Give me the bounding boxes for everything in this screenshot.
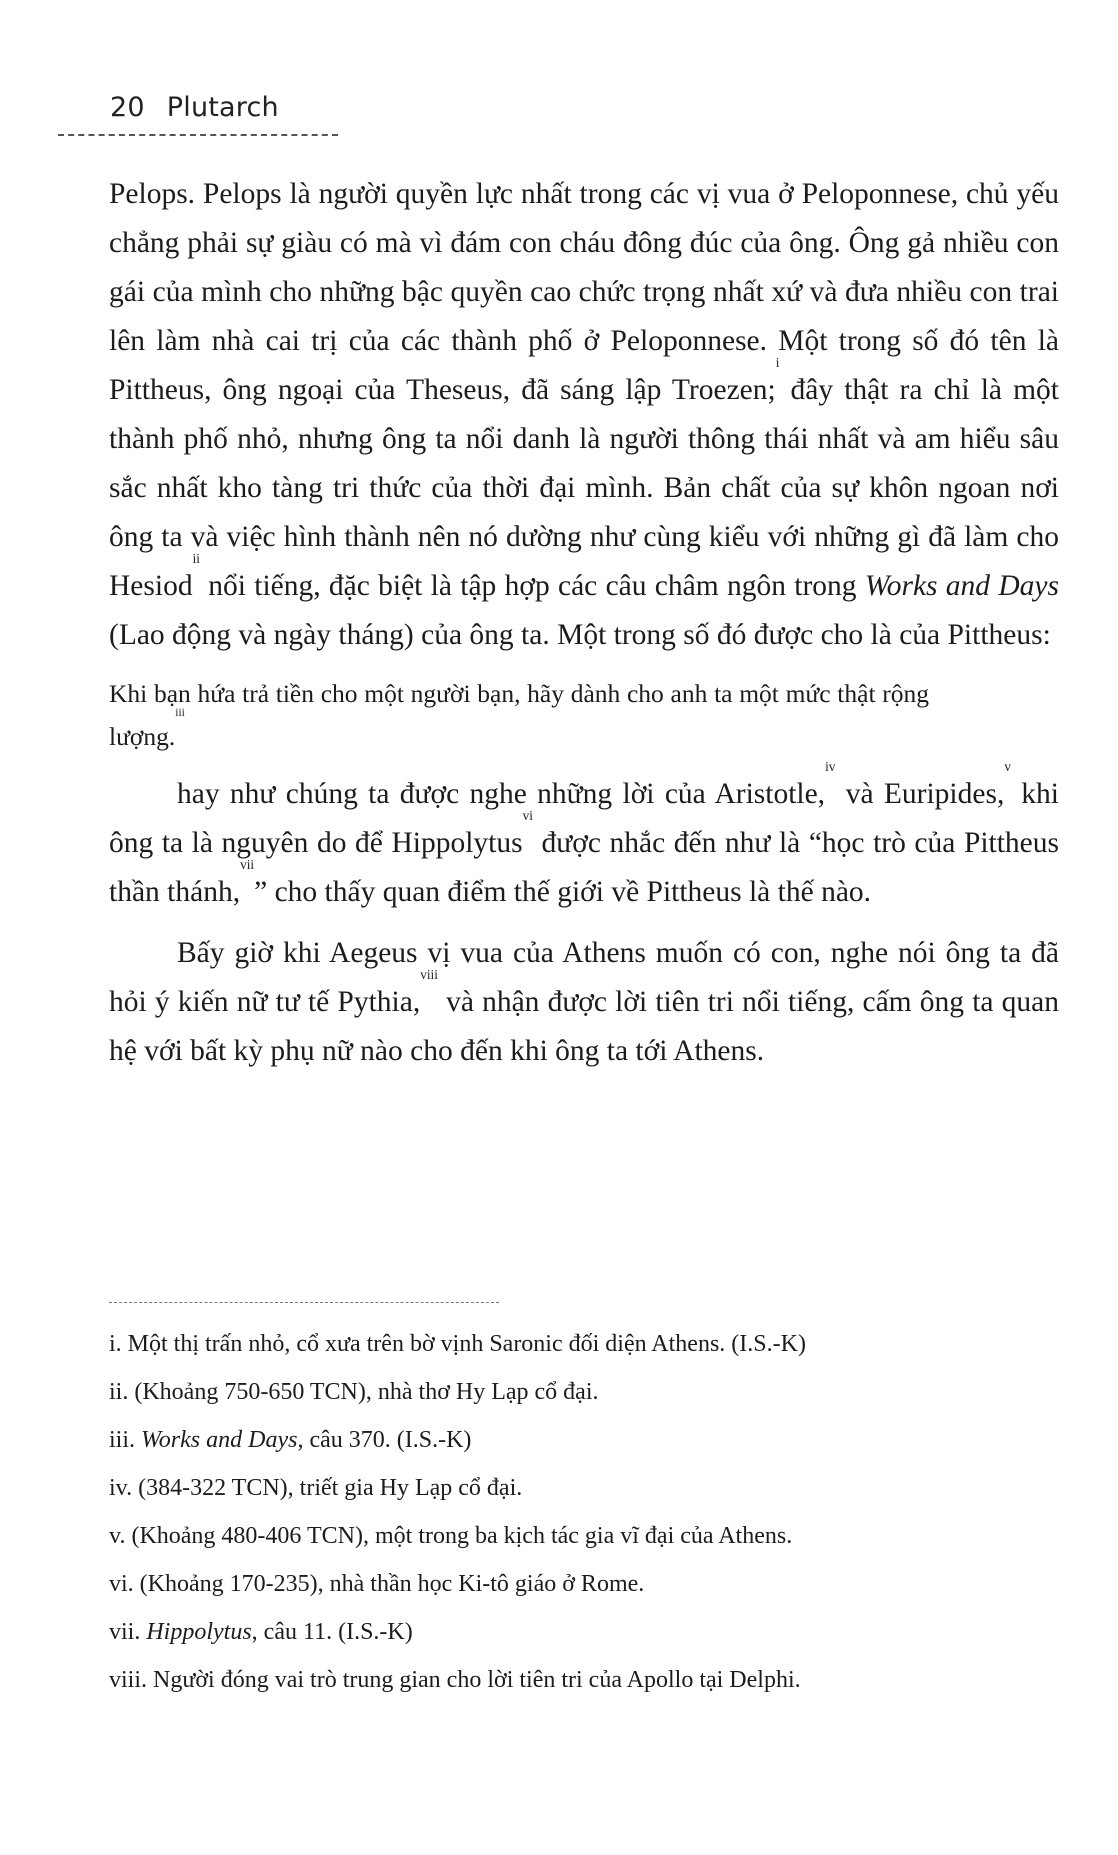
footnote-item: iii. Works and Days, câu 370. (I.S.-K) — [109, 1427, 472, 1453]
footnote-item: vii. Hippolytus, câu 11. (I.S.-K) — [109, 1619, 413, 1645]
footnote-ref-iv[interactable]: iv — [825, 759, 836, 775]
paragraph-2: hay như chúng ta được nghe những lời của Aristotle,$^{iv}$ và Euripides,$^v$ khi ông ta là nguyên do để Hippolytus$^{vi}$ được nhắc đến như là “học trò của Pittheus thần thánh,$^{vii}$” cho thấy quan điểm thế giới về Pittheus là thế nào. — [109, 759, 1060, 908]
footnote-ref-viii[interactable]: viii — [420, 967, 438, 983]
footnote-item: iv. (384-322 TCN), triết gia Hy Lạp cổ đại. — [109, 1475, 523, 1501]
block-quote: Khi bạn hứa trả tiền cho một người bạn, hãy dành cho anh ta một mức thật rộng lượng.$^{iii}$ — [109, 679, 929, 751]
body-text — [109, 170, 1059, 1076]
footnote-item: ii. (Khoảng 750-650 TCN), nhà thơ Hy Lạp cổ đại. — [109, 1379, 599, 1405]
footnote-item: vi. (Khoảng 170-235), nhà thần học Ki-tô giáo ở Rome. — [109, 1571, 645, 1597]
footnote-ref-ii[interactable]: ii — [192, 551, 200, 567]
footnote-ref-vi[interactable]: vi — [522, 808, 533, 824]
page-number: 20 — [110, 92, 145, 123]
footnote-ref-v[interactable]: v — [1004, 759, 1011, 775]
header-dashed-rule — [58, 134, 338, 136]
footnote-separator — [109, 1302, 499, 1303]
paragraph-1: Pelops. Pelops là người quyền lực nhất trong các vị vua ở Peloponnese, chủ yếu chẳng phải sự giàu có mà vì đám con cháu đông đúc của ông. Ông gả nhiều con gái của mình cho những bậc quyền cao chức trọng nhất xứ và đưa nhiều con trai lên làm nhà cai trị của các thành phố ở Peloponnese. Một trong số đó tên là Pittheus, ông ngoại của Theseus, đã sáng lập Troezen;$^i$ đây thật ra chỉ là một thành phố nhỏ, nhưng ông ta nổi danh là người thông thái nhất và am hiểu sâu sắc nhất kho tàng tri thức của thời đại mình. Bản chất của sự khôn ngoan nơi ông ta và việc hình thành nên nó dường như cùng kiểu với những gì đã làm cho Hesiod$^{ii}$ nổi tiếng, đặc biệt là tập hợp các câu châm ngôn trong Works and Days (Lao động và ngày tháng) của ông ta. Một trong số đó được cho là của Pittheus: — [109, 178, 1059, 651]
footnote-item: i. Một thị trấn nhỏ, cổ xưa trên bờ vịnh Saronic đối diện Athens. (I.S.-K) — [109, 1331, 806, 1357]
footnote-ref-vii[interactable]: vii — [240, 857, 255, 873]
paragraph-3: Bấy giờ khi Aegeus vị vua của Athens muốn có con, nghe nói ông ta đã hỏi ý kiến nữ tư tế Pythia,$^{viii}$ và nhận được lời tiên tri nổi tiếng, cấm ông ta quan hệ với bất kỳ phụ nữ nào cho đến khi ông ta tới Athens. — [109, 937, 1059, 1067]
footnote-ref-i[interactable]: i — [775, 355, 780, 371]
footnotes-list — [109, 1320, 1059, 1704]
running-head — [110, 92, 279, 123]
book-title-works-and-days: Works and Days — [864, 570, 1059, 602]
footnote-item: viii. Người đóng vai trò trung gian cho lời tiên tri của Apollo tại Delphi. — [109, 1667, 801, 1693]
running-title: Plutarch — [166, 92, 279, 123]
footnote-item: v. (Khoảng 480-406 TCN), một trong ba kịch tác gia vĩ đại của Athens. — [109, 1523, 793, 1549]
footnote-ref-iii[interactable]: iii — [175, 706, 185, 719]
